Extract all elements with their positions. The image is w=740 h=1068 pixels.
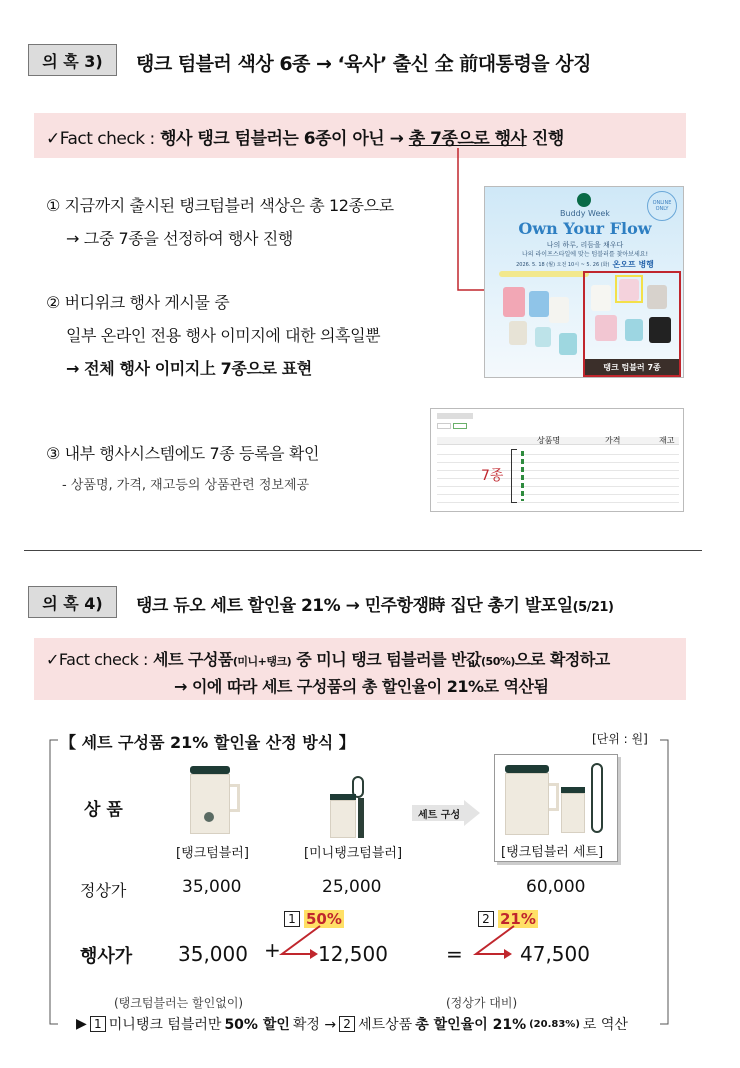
- row-regular-label: 정상가: [80, 881, 127, 900]
- item-3-line-1: ③ 내부 행사시스템에도 7종 등록을 확인: [46, 444, 319, 463]
- item-3-line-2: - 상품명, 가격, 재고등의 상품관련 정보제공: [62, 478, 310, 493]
- sheet-col-price: 가격: [605, 436, 621, 445]
- item-2-line-1: ② 버디위크 행사 게시물 중: [46, 293, 230, 312]
- poster-brand: Buddy Week: [560, 209, 610, 218]
- claim-4-heading: 탱크 듀오 세트 할인율 21% → 민주항쟁時 집단 총기 발포일(5/21): [136, 596, 614, 616]
- mark-1-box: 1: [284, 911, 300, 927]
- event-price-mini: 12,500: [318, 942, 388, 966]
- product-caption-tank: [탱크텀블러]: [176, 846, 249, 861]
- claim-4-tag: 의 혹 4): [28, 586, 117, 618]
- discount-21-label: 21%: [500, 910, 536, 928]
- note-left: (탱크텀블러는 할인없이): [114, 996, 244, 1010]
- summary-line: ▶ 1 미니탱크 텀블러만 50% 할인 확정 → 2 세트상품 총 할인율이 21% (20.83%) 로 역산: [76, 1016, 628, 1033]
- regular-price-tank: 35,000: [182, 877, 242, 897]
- row-event-label: 행사가: [80, 946, 133, 967]
- item-2-line-3: → 전체 행사 이미지上 7종으로 표현: [66, 359, 312, 378]
- poster-sub-1: 나의 하루, 리듬을 채우다: [546, 241, 624, 249]
- poster-sub-2: 나의 라이프스타일에 맞는 텀블러를 찾아보세요!: [522, 251, 648, 258]
- poster-label: 탱크 텀블러 7종: [585, 359, 679, 375]
- sheet-col-name: 상품명: [537, 436, 561, 445]
- row-product-label: 상 품: [84, 800, 123, 820]
- note-right: (정상가 대비): [446, 996, 518, 1010]
- item-2-line-2: 일부 온라인 전용 행사 이미지에 대한 의혹일뿐: [66, 326, 381, 345]
- fact-check-4-line-2: → 이에 따라 세트 구성품의 총 할인율이 21%로 역산됨: [174, 677, 549, 696]
- poster-title: Own Your Flow: [518, 219, 652, 238]
- set-caption: [탱크텀블러 세트]: [501, 845, 604, 860]
- mark-2-box: 2: [478, 911, 494, 927]
- sheet-col-stock: 재고: [659, 436, 675, 445]
- discount-50-label: 50%: [306, 910, 342, 928]
- fact-check-3-highlight: 총 7종으로 행사: [408, 129, 527, 149]
- regular-price-set: 60,000: [526, 877, 586, 897]
- fact-check-3-text: ✓Fact check : 행사 탱크 텀블러는 6종이 아닌 → 총 7종으로 행사 진행: [46, 129, 564, 149]
- plus-sign: +: [264, 938, 281, 962]
- event-price-tank: 35,000: [178, 942, 248, 966]
- poster-date: 2026. 5. 18 (월) 오전 10시 ~ 5. 26 (화) 온오프 병행: [516, 260, 654, 269]
- claim-3-tag: 의 혹 3): [28, 44, 117, 76]
- unit-label: [단위 : 원]: [592, 732, 648, 746]
- set-arrow: 세트 구성: [412, 800, 480, 826]
- regular-price-mini: 25,000: [322, 877, 382, 897]
- product-caption-mini: [미니탱크텀블러]: [304, 846, 403, 861]
- item-1-line-1: ① 지금까지 출시된 탱크텀블러 색상은 총 12종으로: [46, 196, 394, 215]
- calc-box-title: 【 세트 구성품 21% 할인율 산정 방식 】: [60, 733, 355, 752]
- sheet-count: 7종: [481, 468, 504, 484]
- equals-sign: =: [446, 942, 463, 966]
- claim-3-heading: 탱크 텀블러 색상 6종 → ‘육사’ 출신 全 前대통령을 상징: [136, 53, 591, 75]
- event-price-set: 47,500: [520, 942, 590, 966]
- item-1-line-2: → 그중 7종을 선정하여 행사 진행: [66, 229, 293, 248]
- fact-check-4-line-1: ✓Fact check : 세트 구성품(미니+탱크) 중 미니 탱크 텀블러를 반값(50%)으로 확정하고: [46, 650, 610, 669]
- poster-badge: ONLINE ONLY: [647, 191, 677, 221]
